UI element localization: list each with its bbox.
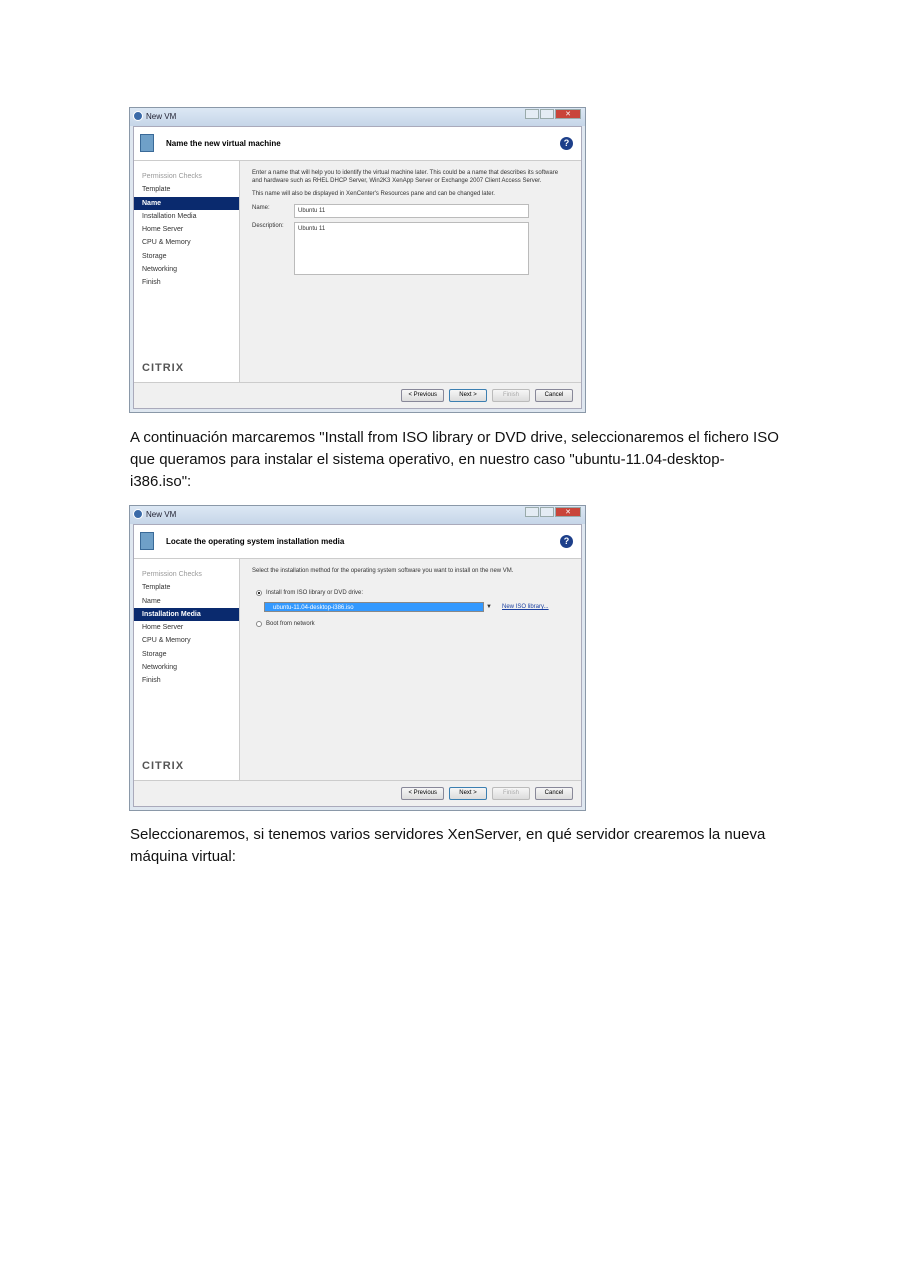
name-label: Name: bbox=[252, 205, 270, 211]
step-finish[interactable]: Finish bbox=[142, 677, 161, 685]
minimize-button[interactable] bbox=[525, 109, 539, 119]
wizard-steps bbox=[134, 559, 240, 780]
next-button[interactable]: Next > bbox=[449, 787, 487, 800]
new-vm-dialog-media bbox=[129, 505, 586, 811]
next-button[interactable]: Next > bbox=[449, 389, 487, 402]
new-iso-library-link[interactable]: New ISO library... bbox=[502, 604, 549, 610]
finish-button[interactable]: Finish bbox=[492, 389, 530, 402]
step-name[interactable]: Name bbox=[134, 197, 239, 210]
previous-button[interactable]: < Previous bbox=[401, 389, 444, 402]
option-network-label[interactable]: Boot from network bbox=[266, 621, 315, 627]
step-permission-checks[interactable]: Permission Checks bbox=[142, 173, 202, 180]
description-input[interactable]: Ubuntu 11 bbox=[294, 222, 529, 275]
step-home-server[interactable]: Home Server bbox=[142, 624, 184, 632]
radio-boot-network[interactable] bbox=[256, 621, 262, 627]
title-bar bbox=[130, 108, 585, 126]
help-icon[interactable]: ? bbox=[560, 535, 573, 548]
paragraph-1: A continuación marcaremos "Install from ISO library or DVD drive, seleccionaremos el fichero ISO que queramos para instalar el sistema operativo, en nuestro caso "ubuntu-11.04-desktop-i386.iso": bbox=[130, 429, 779, 490]
maximize-button[interactable] bbox=[540, 109, 554, 119]
step-networking[interactable]: Networking bbox=[142, 664, 178, 672]
step-name[interactable]: Name bbox=[142, 597, 161, 605]
help-icon[interactable]: ? bbox=[560, 137, 573, 150]
chevron-down-icon[interactable]: ▼ bbox=[486, 604, 492, 610]
step-installation-media[interactable]: Installation Media bbox=[142, 212, 197, 220]
step-permission-checks[interactable]: Permission Checks bbox=[142, 571, 202, 578]
step-finish[interactable]: Finish bbox=[142, 279, 161, 287]
minimize-button[interactable] bbox=[525, 507, 539, 517]
cancel-button[interactable]: Cancel bbox=[535, 389, 573, 402]
paragraph-2: Seleccionaremos, si tenemos varios servidores XenServer, en qué servidor crearemos la nueva máquina virtual: bbox=[130, 826, 766, 865]
wizard-steps bbox=[134, 161, 240, 382]
step-networking[interactable]: Networking bbox=[142, 266, 178, 274]
intro-text: Select the installation method for the operating system software you want to install on the new VM. bbox=[252, 568, 514, 574]
step-storage[interactable]: Storage bbox=[142, 650, 167, 658]
iso-select[interactable]: ubuntu-11.04-desktop-i386.iso bbox=[264, 602, 484, 612]
step-installation-media[interactable]: Installation Media bbox=[134, 608, 239, 621]
previous-button[interactable]: < Previous bbox=[401, 787, 444, 800]
citrix-logo: CITRIX bbox=[142, 760, 185, 772]
radio-iso-selected[interactable] bbox=[256, 590, 262, 596]
step-template[interactable]: Template bbox=[142, 186, 171, 194]
close-button[interactable]: ✕ bbox=[555, 109, 581, 119]
vm-icon bbox=[140, 532, 154, 550]
step-template[interactable]: Template bbox=[142, 584, 171, 592]
finish-button[interactable]: Finish bbox=[492, 787, 530, 800]
step-cpu-memory[interactable]: CPU & Memory bbox=[142, 637, 191, 645]
window-title: New VM bbox=[146, 112, 177, 121]
page-title: Locate the operating system installation media bbox=[166, 537, 345, 546]
title-bar bbox=[130, 506, 585, 524]
vm-icon bbox=[140, 134, 154, 152]
new-vm-dialog-name bbox=[129, 107, 586, 413]
step-home-server[interactable]: Home Server bbox=[142, 226, 184, 234]
name-input[interactable]: Ubuntu 11 bbox=[294, 204, 529, 218]
step-storage[interactable]: Storage bbox=[142, 252, 167, 260]
step-cpu-memory[interactable]: CPU & Memory bbox=[142, 239, 191, 247]
maximize-button[interactable] bbox=[540, 507, 554, 517]
cancel-button[interactable]: Cancel bbox=[535, 787, 573, 800]
description-label: Description: bbox=[252, 223, 284, 229]
option-iso-label[interactable]: Install from ISO library or DVD drive: bbox=[266, 590, 364, 596]
intro-text: Enter a name that will help you to identify the virtual machine later. This could be a name that describes its software and hardware such as RHEL DHCP Server, Win2K3 XenApp Server or Exchange 2007 Client Access Server. bbox=[252, 170, 559, 184]
note-text: This name will also be displayed in XenCenter's Resources pane and can be changed later. bbox=[252, 191, 495, 197]
close-button[interactable]: ✕ bbox=[555, 507, 581, 517]
page-title: Name the new virtual machine bbox=[166, 139, 281, 148]
app-icon bbox=[133, 111, 143, 121]
citrix-logo: CITRIX bbox=[142, 362, 185, 374]
app-icon bbox=[133, 509, 143, 519]
window-title: New VM bbox=[146, 510, 177, 519]
